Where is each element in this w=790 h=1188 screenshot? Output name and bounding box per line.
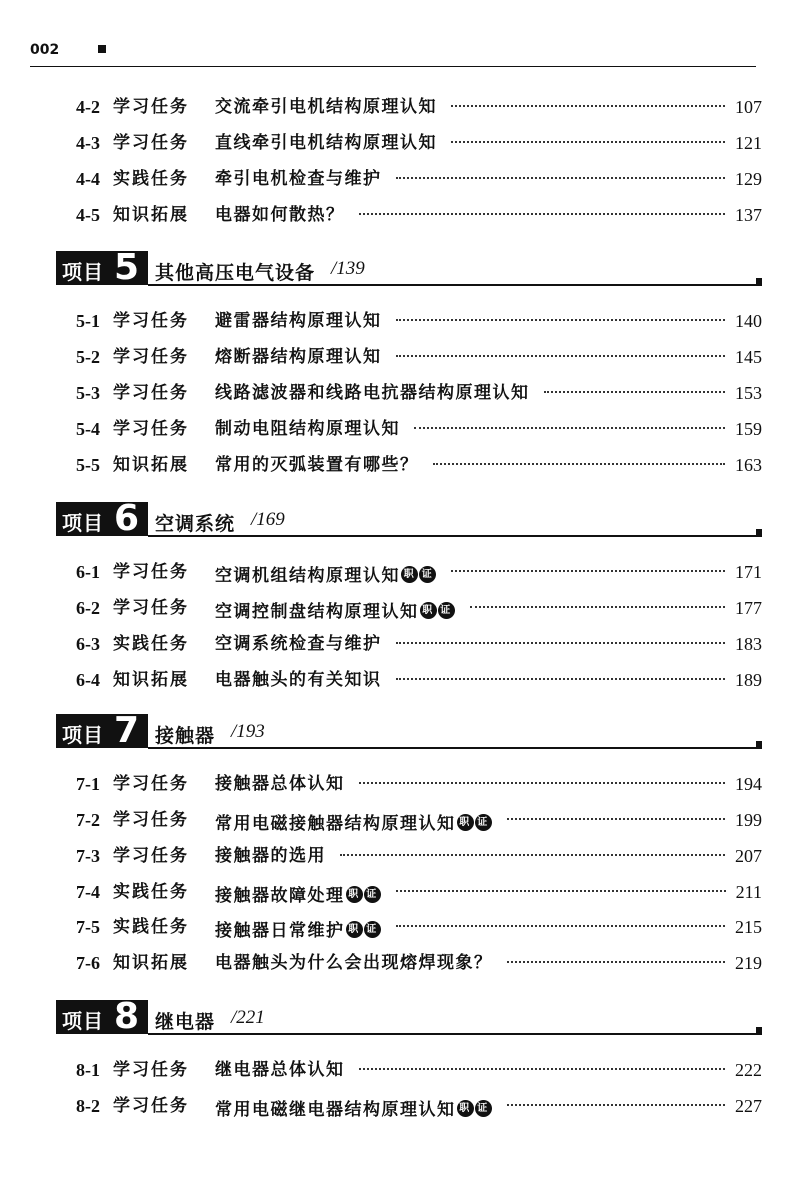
dot-leader xyxy=(451,141,725,143)
project-rule xyxy=(148,747,762,749)
toc-entry[interactable] xyxy=(76,769,762,799)
certification-badge-icon xyxy=(457,805,493,835)
entry-page: 199 xyxy=(735,810,762,830)
page-number: 002 xyxy=(30,42,60,58)
entry-page: 194 xyxy=(735,774,762,794)
entry-type: 学习任务 xyxy=(113,1096,189,1116)
entry-page: 163 xyxy=(735,455,762,475)
entry-page: 153 xyxy=(735,383,762,403)
entry-title-wrap xyxy=(215,912,382,946)
project-title: 空调系统 xyxy=(155,513,236,535)
entry-type: 实践任务 xyxy=(113,882,189,902)
dot-leader xyxy=(359,782,725,784)
entry-title: 空调机组结构原理认知 xyxy=(215,566,400,586)
project-badge-label: 项目 xyxy=(62,723,104,747)
entry-title: 熔断器结构原理认知 xyxy=(215,347,382,367)
entry-title: 电器触头为什么会出现熔焊现象？ xyxy=(215,953,493,973)
cert-badge-second: 证 xyxy=(364,886,381,903)
toc-entry[interactable] xyxy=(76,1091,762,1121)
cert-badge-first: 职 xyxy=(420,602,437,619)
dot-leader xyxy=(396,925,725,927)
entry-type: 知识拓展 xyxy=(113,670,189,690)
entry-title-wrap xyxy=(215,414,400,444)
dot-leader xyxy=(359,1068,725,1070)
certification-badge-icon xyxy=(401,557,437,587)
cert-badge-second: 证 xyxy=(364,921,381,938)
entry-type: 学习任务 xyxy=(113,383,189,403)
toc-entry[interactable] xyxy=(76,414,762,444)
project-page: /169 xyxy=(251,509,285,530)
project-badge-number: 7 xyxy=(114,710,140,751)
toc-entry[interactable] xyxy=(76,1055,762,1085)
project-badge xyxy=(56,996,148,1037)
entry-title: 制动电阻结构原理认知 xyxy=(215,419,400,439)
entry-title-wrap xyxy=(215,593,456,627)
cert-badge-second: 证 xyxy=(475,1100,492,1117)
cert-badge-first: 职 xyxy=(457,1100,474,1117)
toc-entry[interactable] xyxy=(76,593,762,623)
dot-leader xyxy=(451,105,725,107)
entry-number: 7-4 xyxy=(76,882,100,902)
entry-number: 8-2 xyxy=(76,1096,100,1116)
entry-type: 学习任务 xyxy=(113,810,189,830)
dot-leader xyxy=(396,177,725,179)
project-rule xyxy=(148,1033,762,1035)
entry-title: 接触器总体认知 xyxy=(215,774,345,794)
entry-type: 实践任务 xyxy=(113,917,189,937)
toc-entry[interactable] xyxy=(76,948,762,978)
entry-number: 5-3 xyxy=(76,383,100,403)
project-page: /193 xyxy=(231,721,265,742)
certification-badge-icon xyxy=(346,912,382,942)
entry-type: 学习任务 xyxy=(113,311,189,331)
cert-badge-first: 职 xyxy=(457,814,474,831)
toc-entry[interactable] xyxy=(76,557,762,587)
entry-number: 5-4 xyxy=(76,419,100,439)
cert-badge-second: 证 xyxy=(438,602,455,619)
entry-page: 222 xyxy=(735,1060,762,1080)
toc-entry[interactable] xyxy=(76,378,762,408)
project-badge xyxy=(56,247,148,288)
entry-page: 189 xyxy=(735,670,762,690)
entry-page: 137 xyxy=(735,205,762,225)
toc-entry[interactable] xyxy=(76,629,762,659)
entry-title-wrap xyxy=(215,450,419,480)
entry-title-wrap xyxy=(215,665,382,695)
entry-number: 8-1 xyxy=(76,1060,100,1080)
entry-number: 5-2 xyxy=(76,347,100,367)
entry-number: 4-4 xyxy=(76,169,100,189)
entry-title: 避雷器结构原理认知 xyxy=(215,311,382,331)
toc-entry[interactable] xyxy=(76,665,762,695)
entry-type: 实践任务 xyxy=(113,634,189,654)
project-rule xyxy=(148,535,762,537)
entry-title-wrap xyxy=(215,342,382,372)
project-heading[interactable] xyxy=(56,247,762,288)
toc-entry[interactable] xyxy=(76,450,762,480)
entry-number: 4-5 xyxy=(76,205,100,225)
dot-leader xyxy=(396,678,725,680)
entry-title: 常用的灭弧装置有哪些？ xyxy=(215,455,419,475)
dot-leader xyxy=(507,1104,725,1106)
project-page: /139 xyxy=(331,258,365,279)
project-end-square xyxy=(756,1027,762,1033)
toc-entry[interactable] xyxy=(76,200,762,230)
entry-title: 电器如何散热？ xyxy=(215,205,345,225)
entry-title: 空调控制盘结构原理认知 xyxy=(215,602,419,622)
toc-entry[interactable] xyxy=(76,128,762,158)
project-badge-number: 6 xyxy=(114,498,140,539)
toc-entry[interactable] xyxy=(76,805,762,835)
entry-number: 5-1 xyxy=(76,311,100,331)
toc-entry[interactable] xyxy=(76,306,762,336)
entry-number: 6-1 xyxy=(76,562,100,582)
entry-number: 7-1 xyxy=(76,774,100,794)
project-page: /221 xyxy=(231,1007,265,1028)
certification-badge-icon xyxy=(457,1091,493,1121)
project-heading[interactable] xyxy=(56,498,762,539)
toc-entry[interactable] xyxy=(76,342,762,372)
entry-number: 5-5 xyxy=(76,455,100,475)
entry-title-wrap xyxy=(215,92,437,122)
entry-page: 121 xyxy=(735,133,762,153)
entry-title: 常用电磁接触器结构原理认知 xyxy=(215,814,456,834)
entry-title-wrap xyxy=(215,1055,345,1085)
project-rule xyxy=(148,284,762,286)
entry-number: 6-3 xyxy=(76,634,100,654)
entry-title: 接触器故障处理 xyxy=(215,886,345,906)
toc-entry[interactable] xyxy=(76,841,762,871)
entry-title: 电器触头的有关知识 xyxy=(215,670,382,690)
entry-title-wrap xyxy=(215,378,530,408)
entry-type: 学习任务 xyxy=(113,133,189,153)
entry-title: 直线牵引电机结构原理认知 xyxy=(215,133,437,153)
entry-title-wrap xyxy=(215,769,345,799)
entry-title: 线路滤波器和线路电抗器结构原理认知 xyxy=(215,383,530,403)
entry-type: 学习任务 xyxy=(113,419,189,439)
entry-title-wrap xyxy=(215,164,382,194)
entry-type: 学习任务 xyxy=(113,774,189,794)
entry-title: 空调系统检查与维护 xyxy=(215,634,382,654)
entry-title: 交流牵引电机结构原理认知 xyxy=(215,97,437,117)
project-badge-label: 项目 xyxy=(62,511,104,535)
entry-number: 6-2 xyxy=(76,598,100,618)
project-badge-label: 项目 xyxy=(62,260,104,284)
entry-title: 牵引电机检查与维护 xyxy=(215,169,382,189)
page-marker-square xyxy=(98,45,106,53)
project-end-square xyxy=(756,278,762,284)
cert-badge-first: 职 xyxy=(346,921,363,938)
entry-number: 7-2 xyxy=(76,810,100,830)
dot-leader xyxy=(396,642,725,644)
entry-number: 6-4 xyxy=(76,670,100,690)
dot-leader xyxy=(507,961,725,963)
entry-page: 145 xyxy=(735,347,762,367)
entry-title-wrap xyxy=(215,841,326,871)
entry-number: 7-5 xyxy=(76,917,100,937)
entry-page: 219 xyxy=(735,953,762,973)
project-end-square xyxy=(756,529,762,535)
project-title: 其他高压电气设备 xyxy=(155,262,316,284)
dot-leader xyxy=(433,463,725,465)
entry-page: 140 xyxy=(735,311,762,331)
entry-page: 227 xyxy=(735,1096,762,1116)
toc-entry[interactable] xyxy=(76,164,762,194)
project-badge-number: 8 xyxy=(114,996,140,1037)
certification-badge-icon xyxy=(420,593,456,623)
entry-title-wrap xyxy=(215,877,382,911)
cert-badge-second: 证 xyxy=(475,814,492,831)
entry-type: 知识拓展 xyxy=(113,205,189,225)
certification-badge-icon xyxy=(346,877,382,907)
entry-page: 215 xyxy=(735,917,762,937)
dot-leader xyxy=(470,606,725,608)
entry-title-wrap xyxy=(215,948,493,978)
entry-title: 接触器的选用 xyxy=(215,846,326,866)
entry-title: 接触器日常维护 xyxy=(215,921,345,941)
cert-badge-first: 职 xyxy=(346,886,363,903)
dot-leader xyxy=(451,570,725,572)
entry-type: 学习任务 xyxy=(113,562,189,582)
dot-leader xyxy=(396,890,726,892)
project-badge-number: 5 xyxy=(114,247,140,288)
entry-number: 4-2 xyxy=(76,97,100,117)
project-heading[interactable] xyxy=(56,996,762,1037)
entry-page: 171 xyxy=(735,562,762,582)
entry-type: 学习任务 xyxy=(113,97,189,117)
entry-number: 4-3 xyxy=(76,133,100,153)
entry-type: 实践任务 xyxy=(113,169,189,189)
dot-leader xyxy=(340,854,725,856)
project-title: 继电器 xyxy=(155,1011,216,1033)
entry-type: 知识拓展 xyxy=(113,455,189,475)
dot-leader xyxy=(396,355,725,357)
entry-number: 7-6 xyxy=(76,953,100,973)
toc-entry[interactable] xyxy=(76,92,762,122)
entry-title-wrap xyxy=(215,629,382,659)
dot-leader xyxy=(507,818,725,820)
page-header xyxy=(30,30,756,67)
entry-page: 207 xyxy=(735,846,762,866)
entry-number: 7-3 xyxy=(76,846,100,866)
entry-type: 学习任务 xyxy=(113,347,189,367)
entry-type: 学习任务 xyxy=(113,846,189,866)
entry-title-wrap xyxy=(215,200,345,230)
entry-title-wrap xyxy=(215,128,437,158)
entry-page: 159 xyxy=(735,419,762,439)
entry-page: 129 xyxy=(735,169,762,189)
dot-leader xyxy=(396,319,725,321)
dot-leader xyxy=(359,213,725,215)
project-heading[interactable] xyxy=(56,710,762,751)
dot-leader xyxy=(414,427,725,429)
entry-type: 学习任务 xyxy=(113,598,189,618)
entry-title-wrap xyxy=(215,1091,493,1125)
toc-entry[interactable] xyxy=(76,912,762,942)
cert-badge-first: 职 xyxy=(401,566,418,583)
project-title: 接触器 xyxy=(155,725,216,747)
entry-title-wrap xyxy=(215,306,382,336)
project-badge-label: 项目 xyxy=(62,1009,104,1033)
toc-entry[interactable] xyxy=(76,877,762,907)
project-end-square xyxy=(756,741,762,747)
entry-page: 183 xyxy=(735,634,762,654)
entry-page: 177 xyxy=(735,598,762,618)
entry-type: 知识拓展 xyxy=(113,953,189,973)
entry-page: 107 xyxy=(735,97,762,117)
project-badge xyxy=(56,710,148,751)
entry-page: 211 xyxy=(735,882,762,902)
entry-type: 学习任务 xyxy=(113,1060,189,1080)
cert-badge-second: 证 xyxy=(419,566,436,583)
project-badge xyxy=(56,498,148,539)
dot-leader xyxy=(544,391,725,393)
entry-title: 继电器总体认知 xyxy=(215,1060,345,1080)
entry-title-wrap xyxy=(215,557,437,591)
entry-title: 常用电磁继电器结构原理认知 xyxy=(215,1100,456,1120)
entry-title-wrap xyxy=(215,805,493,839)
